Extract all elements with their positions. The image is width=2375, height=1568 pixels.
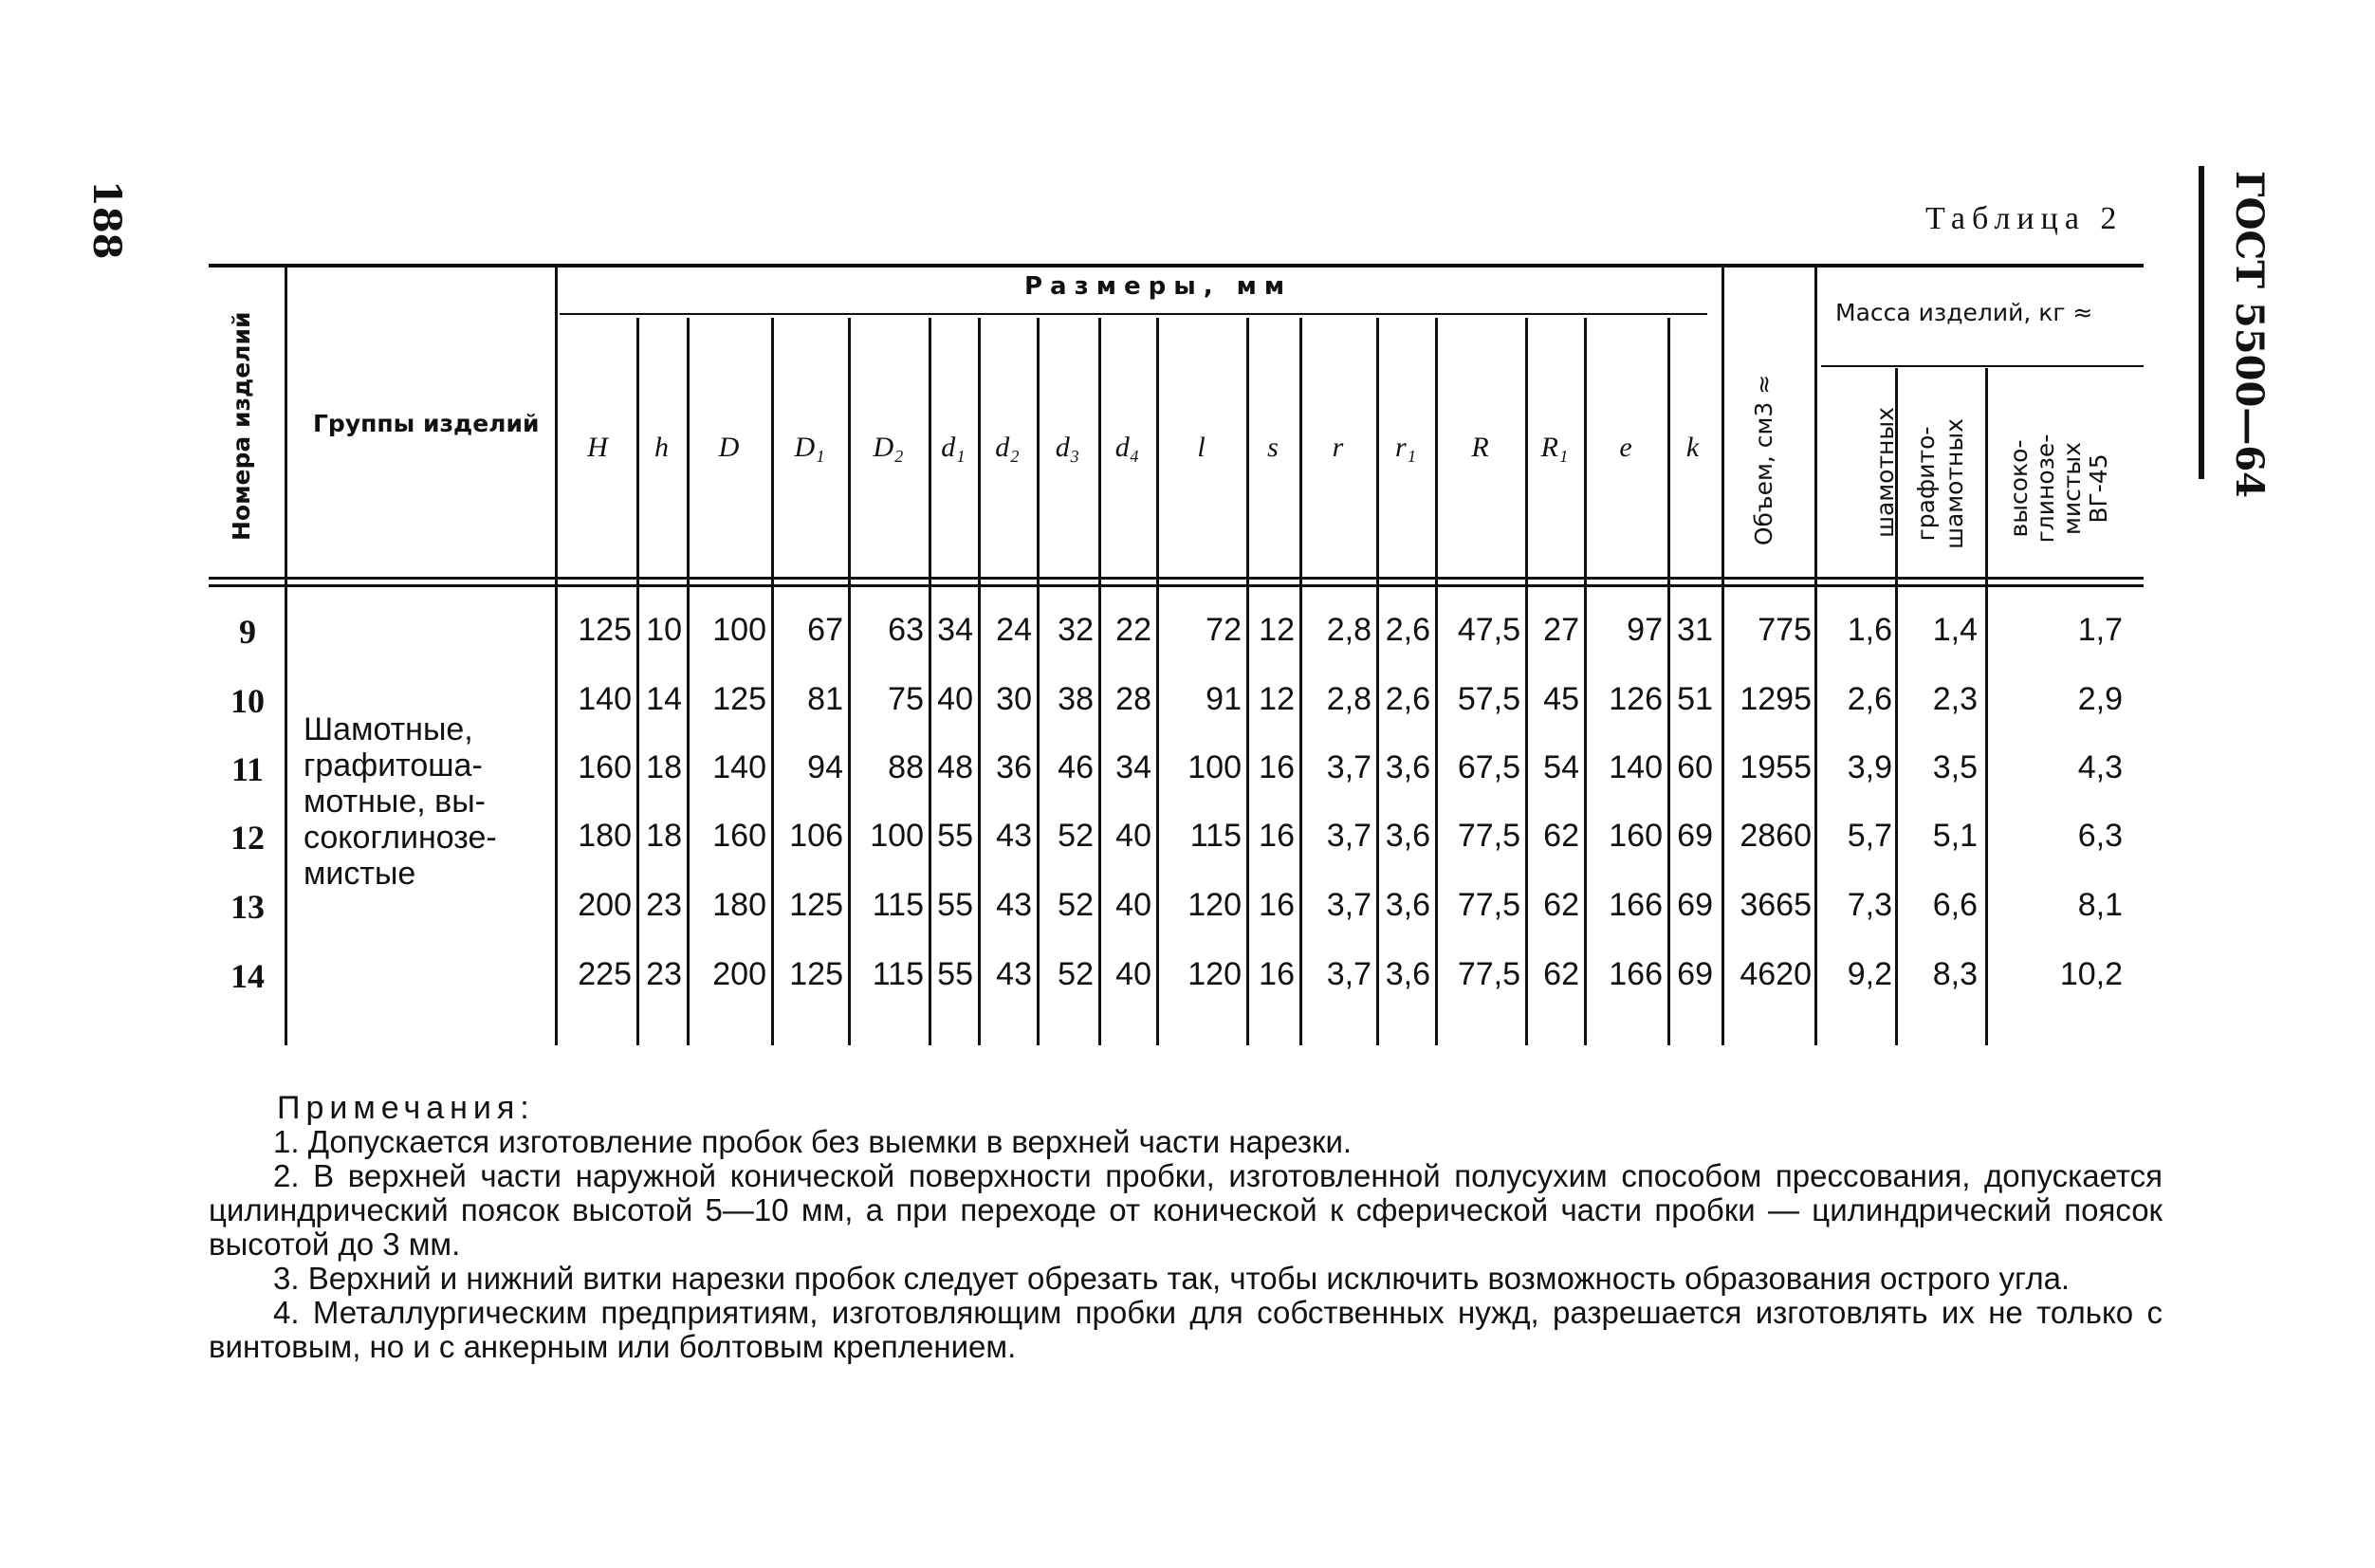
mass-cell: 10,2	[2059, 956, 2123, 992]
table-cell: 12	[1259, 681, 1295, 717]
table-cell: 43	[996, 887, 1032, 923]
table-cell: 24	[996, 612, 1032, 648]
mass-under-rule	[1821, 365, 2144, 367]
col-line	[555, 267, 558, 1045]
mass-cell: 8,3	[1932, 956, 1978, 992]
table-cell: 55	[937, 818, 973, 854]
header-bottom-rule	[209, 577, 2144, 580]
header-dimension: d₃	[1055, 432, 1080, 463]
table-cell: 88	[888, 749, 924, 785]
table-cell: 16	[1259, 749, 1295, 785]
mass-cell: 1,4	[1932, 612, 1978, 648]
mass-cell: 2,6	[1847, 681, 1892, 717]
mass-cell: 3,9	[1847, 749, 1892, 785]
row-number: 11	[230, 750, 264, 788]
table-caption: Таблица 2	[1925, 201, 2124, 236]
table-cell: 40	[1115, 818, 1151, 854]
mass-cell: 6,6	[1932, 887, 1978, 923]
mass-cell: 9,2	[1847, 956, 1892, 992]
table-cell: 36	[996, 749, 1032, 785]
header-dimension: D₁	[794, 432, 825, 463]
table-cell: 18	[646, 818, 682, 854]
table-cell: 67,5	[1457, 749, 1520, 785]
header-volume: Объем, см3 ≈	[1750, 374, 1777, 546]
table-cell: 77,5	[1457, 818, 1520, 854]
row-number: 10	[230, 682, 265, 720]
header-dimension: k	[1685, 432, 1700, 463]
table-cell: 46	[1058, 749, 1094, 785]
table-cell: 100	[712, 612, 766, 648]
table-cell: 16	[1259, 818, 1295, 854]
header-dimension: s	[1267, 432, 1279, 463]
table-cell: 69	[1677, 887, 1713, 923]
header-dimension: e	[1619, 432, 1632, 463]
table-cell: 140	[578, 681, 632, 717]
table-cell: 40	[1115, 887, 1151, 923]
mass-cell: 4,3	[2077, 749, 2123, 785]
header-mass-alumina: высоко- глинозе- мистых ВГ-45	[2005, 434, 2112, 544]
table-cell: 32	[1058, 612, 1094, 648]
table-cell: 12	[1259, 612, 1295, 648]
table-cell: 126	[1609, 681, 1663, 717]
table-cell: 2,6	[1385, 681, 1430, 717]
table-cell: 22	[1115, 612, 1151, 648]
header-dimension: H	[587, 432, 608, 463]
note-item: 2. В верхней части наружной конической поверхности пробки, изготовленной полусухим способом прессования, допускается цилиндрический поясок высотой 5—10 мм, а при переходе от конической к сферической части пробки — цилиндрический поясок высотой до 3 мм.	[209, 1158, 2163, 1262]
table-cell: 125	[712, 681, 766, 717]
volume-cell: 3665	[1740, 887, 1812, 923]
table-cell: 69	[1677, 818, 1713, 854]
table-cell: 48	[937, 749, 973, 785]
volume-cell: 4620	[1740, 956, 1812, 992]
table-cell: 40	[1115, 956, 1151, 992]
mass-cell: 8,1	[2077, 887, 2123, 923]
header-mass-chamotte: шамотных	[1871, 407, 1899, 538]
header-dimension: R	[1471, 432, 1489, 463]
header-dimension: D₂	[873, 432, 904, 463]
table-cell: 45	[1543, 681, 1579, 717]
table-cell: 69	[1677, 956, 1713, 992]
mass-cell: 7,3	[1847, 887, 1892, 923]
table-cell: 62	[1543, 887, 1579, 923]
table-cell: 31	[1677, 612, 1713, 648]
volume-cell: 2860	[1740, 818, 1812, 854]
sizes-under-rule	[560, 313, 1707, 315]
table-cell: 14	[646, 681, 682, 717]
table-cell: 3,7	[1326, 887, 1372, 923]
table-cell: 62	[1543, 818, 1579, 854]
table-cell: 38	[1058, 681, 1094, 717]
table-cell: 40	[937, 681, 973, 717]
mass-cell: 3,5	[1932, 749, 1978, 785]
mass-cell: 2,3	[1932, 681, 1978, 717]
table-cell: 34	[937, 612, 973, 648]
note-item: 4. Металлургическим предприятиям, изготовляющим пробки для собственных нужд, разрешается изготовлять их не только с винтовым, но и с анкерным или болтовым креплением.	[209, 1295, 2163, 1364]
group-name: Шамотные, графитоша-мотные, вы-сокоглинозе-мистые	[304, 711, 497, 892]
row-number: 13	[230, 888, 265, 926]
table-cell: 94	[807, 749, 843, 785]
table-cell: 125	[789, 887, 843, 923]
table-cell: 97	[1627, 612, 1663, 648]
table-cell: 28	[1115, 681, 1151, 717]
mass-cell: 5,1	[1932, 818, 1978, 854]
row-number: 9	[239, 613, 256, 651]
notes-title: Примечания:	[277, 1090, 535, 1126]
note-item: 3. Верхний и нижний витки нарезки пробок следует обрезать так, чтобы исключить возможность образования острого угла.	[273, 1261, 2071, 1296]
table-cell: 77,5	[1457, 956, 1520, 992]
table-cell: 55	[937, 956, 973, 992]
table-cell: 125	[578, 612, 632, 648]
table-cell: 52	[1058, 887, 1094, 923]
col-line	[285, 267, 287, 1045]
table-cell: 160	[1609, 818, 1663, 854]
header-dimension: r	[1332, 432, 1344, 463]
table-cell: 52	[1058, 818, 1094, 854]
table-cell: 54	[1543, 749, 1579, 785]
header-row-numbers: Номера изделий	[228, 311, 255, 541]
table-cell: 43	[996, 818, 1032, 854]
volume-cell: 775	[1758, 612, 1812, 648]
row-number: 12	[230, 819, 265, 857]
table-cell: 225	[578, 956, 632, 992]
header-sizes: Размеры, мм	[1024, 272, 1293, 301]
gost-side-label: ГОСТ 5500—64	[2227, 171, 2272, 498]
header-dimension: h	[654, 432, 669, 463]
table-cell: 62	[1543, 956, 1579, 992]
table-cell: 106	[789, 818, 843, 854]
table-cell: 115	[1189, 818, 1242, 854]
table-cell: 160	[712, 818, 766, 854]
table-cell: 77,5	[1457, 887, 1520, 923]
table-cell: 140	[712, 749, 766, 785]
header-dimension: d₁	[941, 432, 966, 463]
table-cell: 30	[996, 681, 1032, 717]
table-cell: 125	[789, 956, 843, 992]
table-cell: 120	[1188, 887, 1242, 923]
col-line	[1814, 267, 1817, 1045]
page-number: 188	[84, 180, 129, 260]
table-cell: 34	[1115, 749, 1151, 785]
table-cell: 63	[888, 612, 924, 648]
table-cell: 100	[870, 818, 924, 854]
table-cell: 91	[1206, 681, 1242, 717]
table-cell: 180	[712, 887, 766, 923]
table-cell: 52	[1058, 956, 1094, 992]
table-cell: 16	[1259, 956, 1295, 992]
table-cell: 3,6	[1385, 956, 1430, 992]
table-cell: 23	[646, 956, 682, 992]
header-mass-graphite: графито- шамотных	[1912, 418, 1968, 549]
mass-cell: 1,7	[2077, 612, 2123, 648]
table-cell: 3,6	[1385, 818, 1430, 854]
table-cell: 200	[712, 956, 766, 992]
table-cell: 3,6	[1385, 749, 1430, 785]
table-cell: 166	[1609, 956, 1663, 992]
col-line	[1721, 267, 1724, 1045]
table-cell: 18	[646, 749, 682, 785]
mass-cell: 2,9	[2077, 681, 2123, 717]
mass-cell: 5,7	[1847, 818, 1892, 854]
table-cell: 57,5	[1457, 681, 1520, 717]
side-rule	[2199, 166, 2204, 479]
table-cell: 16	[1259, 887, 1295, 923]
note-item: 1. Допускается изготовление пробок без выемки в верхней части нарезки.	[273, 1124, 1353, 1159]
table-cell: 51	[1677, 681, 1713, 717]
table-cell: 3,7	[1326, 749, 1372, 785]
header-dimension: d₂	[995, 432, 1020, 463]
table-cell: 67	[807, 612, 843, 648]
table-cell: 75	[888, 681, 924, 717]
table-cell: 60	[1677, 749, 1713, 785]
table-cell: 3,7	[1326, 956, 1372, 992]
table-cell: 10	[646, 612, 682, 648]
table-cell: 81	[807, 681, 843, 717]
notes	[209, 1091, 2163, 1364]
table-cell: 72	[1206, 612, 1242, 648]
header-dimension: l	[1197, 432, 1206, 463]
table-cell: 47,5	[1457, 612, 1520, 648]
table-cell: 55	[937, 887, 973, 923]
table-cell: 3,6	[1385, 887, 1430, 923]
mass-cell: 6,3	[2077, 818, 2123, 854]
header-mass: Масса изделий, кг ≈	[1835, 299, 2093, 326]
table-cell: 27	[1543, 612, 1579, 648]
header-dimension: R₁	[1540, 432, 1569, 463]
volume-cell: 1295	[1740, 681, 1812, 717]
header-dimension: d₄	[1114, 432, 1140, 463]
table-cell: 115	[872, 887, 924, 923]
table-cell: 100	[1188, 749, 1242, 785]
mass-cell: 1,6	[1847, 612, 1892, 648]
table-cell: 166	[1609, 887, 1663, 923]
table-cell: 43	[996, 956, 1032, 992]
table-cell: 3,7	[1326, 818, 1372, 854]
table-cell: 140	[1609, 749, 1663, 785]
header-bottom-rule-2	[209, 584, 2144, 587]
table-cell: 200	[578, 887, 632, 923]
table-cell: 180	[578, 818, 632, 854]
header-dimension: r₁	[1394, 432, 1417, 463]
row-number: 14	[230, 957, 265, 995]
table-cell: 120	[1188, 956, 1242, 992]
table-cell: 115	[872, 956, 924, 992]
table-cell: 160	[578, 749, 632, 785]
table-cell: 2,8	[1326, 681, 1372, 717]
header-dimension: D	[718, 432, 740, 463]
table-top-rule	[209, 264, 2144, 267]
table-cell: 23	[646, 887, 682, 923]
header-groups: Группы изделий	[313, 410, 540, 437]
volume-cell: 1955	[1740, 749, 1812, 785]
table-cell: 2,6	[1385, 612, 1430, 648]
table-cell: 2,8	[1326, 612, 1372, 648]
